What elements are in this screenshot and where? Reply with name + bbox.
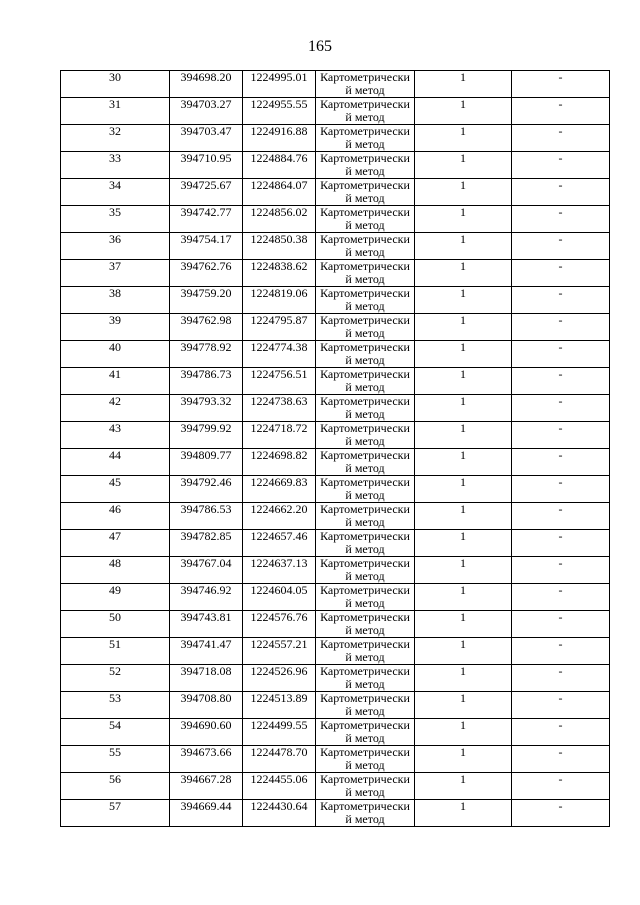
method-cell [316, 233, 415, 260]
point-number-cell: 45 [61, 476, 170, 503]
x-coordinate-cell: 394762.76 [170, 260, 243, 287]
method-line-2: й метод [345, 164, 385, 178]
y-coordinate-cell: 1224698.82 [243, 449, 316, 476]
x-coordinate-cell: 394710.95 [170, 152, 243, 179]
x-coordinate-cell: 394809.77 [170, 449, 243, 476]
note-cell: - [512, 260, 610, 287]
note-cell: - [512, 773, 610, 800]
table-row [61, 584, 610, 611]
method-line-1: Картометрически [320, 664, 410, 678]
point-number-cell: 35 [61, 206, 170, 233]
point-number-cell: 48 [61, 557, 170, 584]
method-line-2: й метод [345, 650, 385, 664]
y-coordinate-cell: 1224657.46 [243, 530, 316, 557]
x-coordinate-cell: 394667.28 [170, 773, 243, 800]
x-coordinate-cell: 394725.67 [170, 179, 243, 206]
accuracy-cell: 1 [415, 800, 512, 827]
accuracy-cell: 1 [415, 233, 512, 260]
x-coordinate-cell: 394782.85 [170, 530, 243, 557]
point-number-cell: 50 [61, 611, 170, 638]
method-cell [316, 719, 415, 746]
method-line-2: й метод [345, 245, 385, 259]
table-row [61, 800, 610, 827]
method-line-2: й метод [345, 299, 385, 313]
y-coordinate-cell: 1224604.05 [243, 584, 316, 611]
accuracy-cell: 1 [415, 125, 512, 152]
method-line-1: Картометрически [320, 151, 410, 165]
method-line-2: й метод [345, 191, 385, 205]
method-line-1: Картометрически [320, 97, 410, 111]
table-row [61, 557, 610, 584]
method-line-1: Картометрически [320, 502, 410, 516]
table-row [61, 125, 610, 152]
method-line-1: Картометрически [320, 772, 410, 786]
point-number-cell: 42 [61, 395, 170, 422]
method-line-1: Картометрически [320, 421, 410, 435]
table-row [61, 341, 610, 368]
method-cell [316, 71, 415, 98]
table-row [61, 422, 610, 449]
method-line-1: Картометрически [320, 286, 410, 300]
x-coordinate-cell: 394718.08 [170, 665, 243, 692]
method-line-2: й метод [345, 569, 385, 583]
method-line-1: Картометрически [320, 367, 410, 381]
accuracy-cell: 1 [415, 476, 512, 503]
table-row [61, 206, 610, 233]
x-coordinate-cell: 394703.47 [170, 125, 243, 152]
table-row [61, 692, 610, 719]
method-line-1: Картометрически [320, 205, 410, 219]
table-row [61, 287, 610, 314]
y-coordinate-cell: 1224738.63 [243, 395, 316, 422]
y-coordinate-cell: 1224718.72 [243, 422, 316, 449]
coordinates-table-body [61, 71, 610, 827]
note-cell: - [512, 692, 610, 719]
accuracy-cell: 1 [415, 773, 512, 800]
method-cell [316, 152, 415, 179]
point-number-cell: 38 [61, 287, 170, 314]
y-coordinate-cell: 1224637.13 [243, 557, 316, 584]
method-cell [316, 746, 415, 773]
method-line-2: й метод [345, 461, 385, 475]
note-cell: - [512, 179, 610, 206]
table-row [61, 71, 610, 98]
note-cell: - [512, 557, 610, 584]
y-coordinate-cell: 1224864.07 [243, 179, 316, 206]
method-cell [316, 422, 415, 449]
accuracy-cell: 1 [415, 746, 512, 773]
table-row [61, 665, 610, 692]
method-cell [316, 449, 415, 476]
method-cell [316, 611, 415, 638]
x-coordinate-cell: 394792.46 [170, 476, 243, 503]
x-coordinate-cell: 394698.20 [170, 71, 243, 98]
table-row [61, 395, 610, 422]
x-coordinate-cell: 394743.81 [170, 611, 243, 638]
x-coordinate-cell: 394762.98 [170, 314, 243, 341]
accuracy-cell: 1 [415, 611, 512, 638]
y-coordinate-cell: 1224838.62 [243, 260, 316, 287]
y-coordinate-cell: 1224478.70 [243, 746, 316, 773]
point-number-cell: 41 [61, 368, 170, 395]
note-cell: - [512, 368, 610, 395]
method-line-2: й метод [345, 596, 385, 610]
accuracy-cell: 1 [415, 152, 512, 179]
method-cell [316, 395, 415, 422]
method-line-2: й метод [345, 83, 385, 97]
method-cell [316, 476, 415, 503]
accuracy-cell: 1 [415, 179, 512, 206]
table-row [61, 611, 610, 638]
note-cell: - [512, 611, 610, 638]
x-coordinate-cell: 394767.04 [170, 557, 243, 584]
method-line-2: й метод [345, 623, 385, 637]
x-coordinate-cell: 394741.47 [170, 638, 243, 665]
note-cell: - [512, 665, 610, 692]
accuracy-cell: 1 [415, 314, 512, 341]
point-number-cell: 34 [61, 179, 170, 206]
method-line-2: й метод [345, 731, 385, 745]
x-coordinate-cell: 394746.92 [170, 584, 243, 611]
y-coordinate-cell: 1224774.38 [243, 341, 316, 368]
method-line-2: й метод [345, 137, 385, 151]
note-cell: - [512, 314, 610, 341]
method-cell [316, 341, 415, 368]
method-line-2: й метод [345, 272, 385, 286]
x-coordinate-cell: 394690.60 [170, 719, 243, 746]
note-cell: - [512, 584, 610, 611]
method-line-1: Картометрически [320, 313, 410, 327]
y-coordinate-cell: 1224513.89 [243, 692, 316, 719]
method-cell [316, 206, 415, 233]
y-coordinate-cell: 1224662.20 [243, 503, 316, 530]
x-coordinate-cell: 394742.77 [170, 206, 243, 233]
method-cell [316, 557, 415, 584]
point-number-cell: 52 [61, 665, 170, 692]
table-row [61, 260, 610, 287]
method-line-2: й метод [345, 785, 385, 799]
table-row [61, 179, 610, 206]
method-cell [316, 638, 415, 665]
method-cell [316, 368, 415, 395]
note-cell: - [512, 233, 610, 260]
table-row [61, 152, 610, 179]
method-line-1: Картометрически [320, 610, 410, 624]
y-coordinate-cell: 1224795.87 [243, 314, 316, 341]
note-cell: - [512, 152, 610, 179]
point-number-cell: 33 [61, 152, 170, 179]
method-cell [316, 98, 415, 125]
note-cell: - [512, 341, 610, 368]
point-number-cell: 57 [61, 800, 170, 827]
accuracy-cell: 1 [415, 719, 512, 746]
table-row [61, 773, 610, 800]
method-cell [316, 287, 415, 314]
method-line-1: Картометрически [320, 799, 410, 813]
method-cell [316, 665, 415, 692]
accuracy-cell: 1 [415, 71, 512, 98]
table-row [61, 98, 610, 125]
y-coordinate-cell: 1224955.55 [243, 98, 316, 125]
accuracy-cell: 1 [415, 584, 512, 611]
accuracy-cell: 1 [415, 98, 512, 125]
x-coordinate-cell: 394793.32 [170, 395, 243, 422]
accuracy-cell: 1 [415, 665, 512, 692]
accuracy-cell: 1 [415, 341, 512, 368]
note-cell: - [512, 206, 610, 233]
accuracy-cell: 1 [415, 287, 512, 314]
method-line-2: й метод [345, 704, 385, 718]
y-coordinate-cell: 1224756.51 [243, 368, 316, 395]
method-line-1: Картометрически [320, 718, 410, 732]
point-number-cell: 40 [61, 341, 170, 368]
note-cell: - [512, 125, 610, 152]
point-number-cell: 39 [61, 314, 170, 341]
method-line-1: Картометрически [320, 232, 410, 246]
method-cell [316, 800, 415, 827]
method-cell [316, 179, 415, 206]
accuracy-cell: 1 [415, 638, 512, 665]
x-coordinate-cell: 394786.73 [170, 368, 243, 395]
method-line-1: Картометрически [320, 259, 410, 273]
table-row [61, 530, 610, 557]
table-row [61, 719, 610, 746]
note-cell: - [512, 638, 610, 665]
table-row [61, 638, 610, 665]
x-coordinate-cell: 394759.20 [170, 287, 243, 314]
method-line-2: й метод [345, 353, 385, 367]
method-line-1: Картометрически [320, 637, 410, 651]
point-number-cell: 32 [61, 125, 170, 152]
note-cell: - [512, 422, 610, 449]
point-number-cell: 31 [61, 98, 170, 125]
table-row [61, 314, 610, 341]
y-coordinate-cell: 1224850.38 [243, 233, 316, 260]
y-coordinate-cell: 1224455.06 [243, 773, 316, 800]
x-coordinate-cell: 394754.17 [170, 233, 243, 260]
method-line-2: й метод [345, 110, 385, 124]
x-coordinate-cell: 394669.44 [170, 800, 243, 827]
method-cell [316, 530, 415, 557]
point-number-cell: 36 [61, 233, 170, 260]
point-number-cell: 47 [61, 530, 170, 557]
point-number-cell: 44 [61, 449, 170, 476]
point-number-cell: 55 [61, 746, 170, 773]
method-line-2: й метод [345, 812, 385, 826]
method-cell [316, 692, 415, 719]
y-coordinate-cell: 1224430.64 [243, 800, 316, 827]
method-line-2: й метод [345, 488, 385, 502]
x-coordinate-cell: 394673.66 [170, 746, 243, 773]
table-row [61, 449, 610, 476]
y-coordinate-cell: 1224995.01 [243, 71, 316, 98]
y-coordinate-cell: 1224669.83 [243, 476, 316, 503]
method-cell [316, 773, 415, 800]
table-row [61, 368, 610, 395]
method-line-1: Картометрически [320, 124, 410, 138]
accuracy-cell: 1 [415, 449, 512, 476]
method-cell [316, 260, 415, 287]
point-number-cell: 37 [61, 260, 170, 287]
method-line-1: Картометрически [320, 583, 410, 597]
y-coordinate-cell: 1224499.55 [243, 719, 316, 746]
method-line-1: Картометрически [320, 529, 410, 543]
accuracy-cell: 1 [415, 692, 512, 719]
y-coordinate-cell: 1224576.76 [243, 611, 316, 638]
accuracy-cell: 1 [415, 530, 512, 557]
method-line-2: й метод [345, 677, 385, 691]
accuracy-cell: 1 [415, 395, 512, 422]
method-line-2: й метод [345, 515, 385, 529]
method-line-2: й метод [345, 542, 385, 556]
x-coordinate-cell: 394786.53 [170, 503, 243, 530]
point-number-cell: 43 [61, 422, 170, 449]
method-line-2: й метод [345, 380, 385, 394]
point-number-cell: 51 [61, 638, 170, 665]
point-number-cell: 30 [61, 71, 170, 98]
note-cell: - [512, 746, 610, 773]
method-cell [316, 125, 415, 152]
page-number: 165 [308, 38, 332, 55]
accuracy-cell: 1 [415, 368, 512, 395]
x-coordinate-cell: 394778.92 [170, 341, 243, 368]
method-line-1: Картометрически [320, 394, 410, 408]
method-line-1: Картометрически [320, 556, 410, 570]
method-line-2: й метод [345, 758, 385, 772]
y-coordinate-cell: 1224856.02 [243, 206, 316, 233]
method-line-2: й метод [345, 434, 385, 448]
accuracy-cell: 1 [415, 206, 512, 233]
point-number-cell: 49 [61, 584, 170, 611]
accuracy-cell: 1 [415, 503, 512, 530]
method-line-1: Картометрически [320, 340, 410, 354]
method-line-2: й метод [345, 407, 385, 421]
method-line-1: Картометрически [320, 691, 410, 705]
note-cell: - [512, 800, 610, 827]
note-cell: - [512, 98, 610, 125]
table-row [61, 233, 610, 260]
y-coordinate-cell: 1224819.06 [243, 287, 316, 314]
coordinates-table [60, 70, 610, 827]
table-row [61, 503, 610, 530]
y-coordinate-cell: 1224916.88 [243, 125, 316, 152]
x-coordinate-cell: 394799.92 [170, 422, 243, 449]
method-line-2: й метод [345, 218, 385, 232]
method-line-1: Картометрически [320, 178, 410, 192]
point-number-cell: 56 [61, 773, 170, 800]
method-cell [316, 584, 415, 611]
method-line-2: й метод [345, 326, 385, 340]
method-line-1: Картометрически [320, 448, 410, 462]
point-number-cell: 53 [61, 692, 170, 719]
accuracy-cell: 1 [415, 260, 512, 287]
note-cell: - [512, 476, 610, 503]
method-line-1: Картометрически [320, 475, 410, 489]
y-coordinate-cell: 1224884.76 [243, 152, 316, 179]
method-cell [316, 503, 415, 530]
accuracy-cell: 1 [415, 557, 512, 584]
note-cell: - [512, 449, 610, 476]
accuracy-cell: 1 [415, 422, 512, 449]
x-coordinate-cell: 394703.27 [170, 98, 243, 125]
point-number-cell: 46 [61, 503, 170, 530]
note-cell: - [512, 395, 610, 422]
note-cell: - [512, 503, 610, 530]
method-cell [316, 314, 415, 341]
note-cell: - [512, 287, 610, 314]
point-number-cell: 54 [61, 719, 170, 746]
note-cell: - [512, 530, 610, 557]
note-cell: - [512, 71, 610, 98]
note-cell: - [512, 719, 610, 746]
table-row [61, 476, 610, 503]
y-coordinate-cell: 1224526.96 [243, 665, 316, 692]
x-coordinate-cell: 394708.80 [170, 692, 243, 719]
method-line-1: Картометрически [320, 70, 410, 84]
table-row [61, 746, 610, 773]
y-coordinate-cell: 1224557.21 [243, 638, 316, 665]
method-line-1: Картометрически [320, 745, 410, 759]
